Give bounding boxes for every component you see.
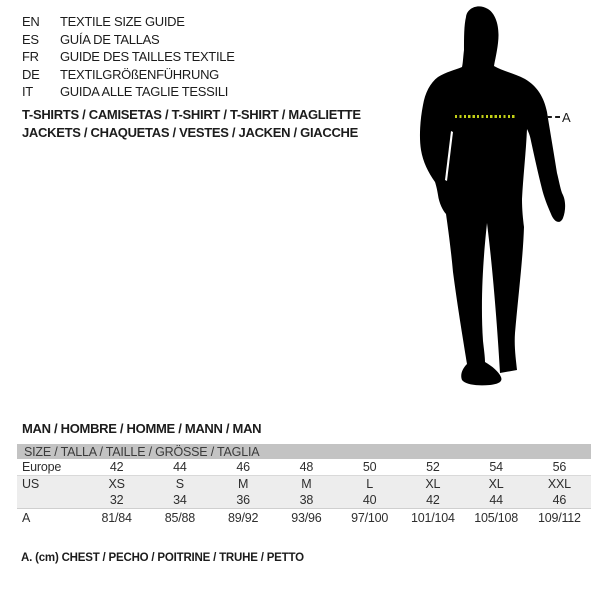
cell: 46 [212, 459, 275, 476]
cell: 97/100 [338, 509, 401, 527]
garment-line-tshirts: T-SHIRTS / CAMISETAS / T-SHIRT / T-SHIRT / MAGLIETTE [22, 107, 361, 122]
table-row-europe [17, 459, 591, 476]
cell: 105/108 [465, 509, 528, 527]
cell: 32 [85, 492, 148, 509]
lang-row-it [22, 83, 235, 101]
garment-categories [22, 106, 361, 142]
lang-row-es [22, 31, 235, 49]
cell: XL [401, 476, 464, 493]
cell: 50 [338, 459, 401, 476]
cell: XS [85, 476, 148, 493]
size-table [17, 444, 591, 526]
cell: 93/96 [275, 509, 338, 527]
lang-code: FR [22, 49, 39, 65]
size-table-header-row [17, 444, 591, 459]
cell: S [148, 476, 211, 493]
cell: 44 [148, 459, 211, 476]
cell: 52 [401, 459, 464, 476]
lang-label: GUIDA ALLE TAGLIE TESSILI [60, 84, 229, 100]
cell: 54 [465, 459, 528, 476]
cell: M [275, 476, 338, 493]
table-row-us-numeric [17, 492, 591, 509]
row-label [17, 492, 85, 509]
cell: XXL [528, 476, 591, 493]
cell: M [212, 476, 275, 493]
row-label: US [17, 476, 85, 493]
cell: 42 [85, 459, 148, 476]
measure-footnote: A. (cm) CHEST / PECHO / POITRINE / TRUHE / PETTO [21, 552, 304, 564]
cell: 101/104 [401, 509, 464, 527]
chest-measure-dash-line [455, 115, 515, 118]
lang-row-de [22, 66, 235, 84]
section-title-man: MAN / HOMBRE / HOMME / MANN / MAN [22, 421, 262, 436]
lang-label: GUÍA DE TALLAS [60, 31, 160, 47]
cell: 40 [338, 492, 401, 509]
lang-code: ES [22, 31, 39, 47]
language-list [22, 13, 235, 101]
cell: 109/112 [528, 509, 591, 527]
table-row-chest-cm [17, 509, 591, 527]
cell: 56 [528, 459, 591, 476]
cell: 44 [465, 492, 528, 509]
lang-row-en [22, 13, 235, 31]
lang-code: EN [22, 14, 40, 29]
row-label: Europe [17, 459, 85, 476]
lang-code: IT [22, 84, 33, 100]
lang-code: DE [22, 66, 40, 82]
cell: XL [465, 476, 528, 493]
size-table-header: SIZE / TALLA / TAILLE / GRÖSSE / TAGLIA [17, 444, 591, 459]
garment-line-jackets: JACKETS / CHAQUETAS / VESTES / JACKEN / GIACCHE [22, 125, 358, 140]
chest-measure-leader-line [547, 116, 560, 118]
cell: 34 [148, 492, 211, 509]
cell: 36 [212, 492, 275, 509]
chest-measure-label: A [562, 110, 571, 125]
lang-label: TEXTILGRÖßENFÜHRUNG [60, 66, 219, 82]
cell: 85/88 [148, 509, 211, 527]
table-row-us [17, 476, 591, 493]
lang-label: GUIDE DES TAILLES TEXTILE [60, 49, 235, 65]
cell: 46 [528, 492, 591, 509]
lang-row-fr [22, 48, 235, 66]
cell: 89/92 [212, 509, 275, 527]
cell: 38 [275, 492, 338, 509]
man-silhouette-image [410, 0, 600, 400]
cell: L [338, 476, 401, 493]
cell: 42 [401, 492, 464, 509]
row-label: A [17, 509, 85, 527]
cell: 81/84 [85, 509, 148, 527]
lang-label: TEXTILE SIZE GUIDE [60, 14, 185, 29]
cell: 48 [275, 459, 338, 476]
